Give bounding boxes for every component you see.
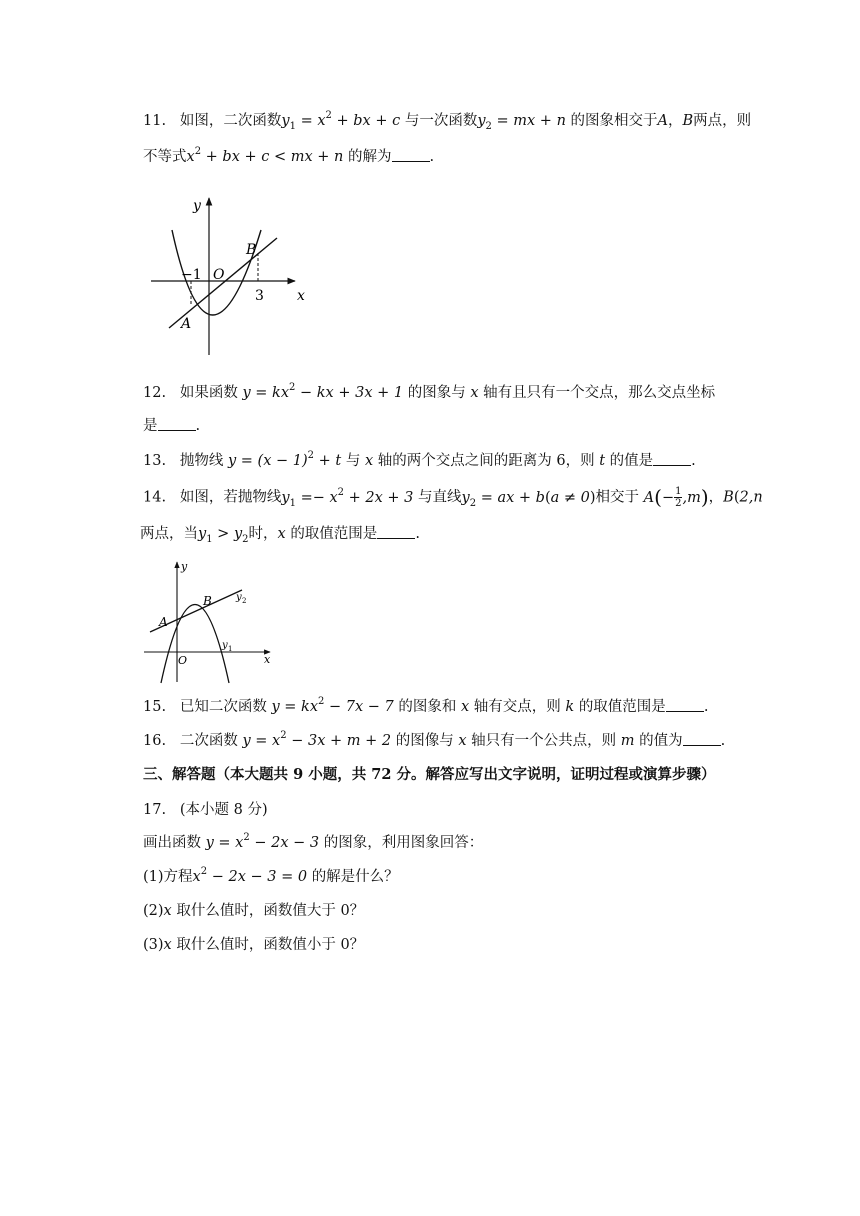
q14-condition: $y_1 > y_2$ (198, 526, 249, 545)
q17-part-3-var-x: x (163, 937, 172, 953)
q16-var-x: x (458, 733, 467, 749)
q15-text-5: . (703, 699, 709, 715)
q14-point-b: B(2,n (723, 489, 763, 506)
q16-number: 16. (143, 733, 167, 749)
section-3-title-pre: 三、解答题（本大题共 (143, 766, 294, 783)
q13-text-2: 与 (345, 453, 361, 469)
q13-text-1: 抛物线 (179, 453, 224, 469)
section-3-heading (143, 765, 716, 785)
q17-note: (本小题 8 分) (179, 802, 268, 818)
q11-line1: 11. 如图，二次函数$y_1 = x^2$ + bx + c 与一次函数$y_2$ = mx + n 的图象相交于A，B两点，则 (143, 110, 752, 132)
q11-figure (145, 190, 315, 360)
q17-part-3-text: 取什么值时，函数值小于 0？ (176, 937, 365, 953)
q12-formula: $y = kx^2$ − kx + 3x + 1 (242, 382, 404, 401)
q11-fig-origin: O (213, 267, 225, 283)
q11-text-6: 的解为 (348, 149, 392, 165)
q11-fig-neg1: −1 (181, 267, 202, 283)
q17-part-1 (143, 867, 399, 887)
q15-formula: $y = kx^2 - 7x - 7$ (271, 696, 394, 715)
q12-answer-blank[interactable] (158, 430, 196, 431)
q15-line (143, 697, 708, 717)
q16-text-3: 轴只有一个公共点，则 (471, 733, 617, 749)
q14-text-1: 如图，若抛物线 (179, 489, 282, 506)
q17-part-1-text-a: 方程 (163, 869, 193, 885)
q14-point-a: A(− $\frac{1}{2}$ ,m) (643, 484, 709, 509)
q16-answer-blank[interactable] (683, 745, 721, 746)
q17-formula: $y = x^2 - 2x - 3$ (205, 832, 320, 851)
q17-part-2-var-x: x (163, 903, 172, 919)
q13-formula: $y = (x - 1)^2 + t$ (228, 450, 342, 469)
q12-var-x: x (470, 385, 479, 401)
q14-fig-origin: O (178, 654, 188, 667)
q15-answer-blank[interactable] (666, 711, 704, 712)
q14-text-2: 与直线 (418, 489, 462, 506)
q17-part-3 (143, 935, 364, 955)
q17-part-2 (143, 901, 364, 921)
q11-answer-blank[interactable] (392, 161, 430, 162)
q17-part-2-label: (2) (143, 903, 164, 919)
q14-text-3: 相交于 (595, 489, 640, 506)
q12-text-1: 如果函数 (179, 385, 238, 401)
q13-distance: 6 (556, 453, 566, 469)
q17-header (143, 800, 268, 820)
section-3-title-post: 分。解答应写出文字说明，证明过程或演算步骤） (391, 766, 716, 783)
q11-formula-y2: $y_2$ = mx + n (477, 113, 566, 132)
svg-text:1: 1 (228, 645, 233, 653)
q12-text-3: 轴有且只有一个交点，那么交点坐标 (483, 385, 716, 401)
q16-var-m: m (620, 733, 635, 749)
q14-fig-a-label: A (159, 615, 168, 629)
q17-text-2: 的图象，利用图象回答： (323, 835, 484, 851)
q17-part-1-label: (1) (143, 869, 164, 885)
q12-number: 12. (143, 385, 167, 401)
q14-text-6: 时， (248, 526, 278, 542)
q15-var-x: x (461, 699, 470, 715)
q14-fig-y1-label (221, 640, 232, 653)
q11-text-5: 不等式 (143, 149, 187, 165)
q14-line1 (143, 486, 763, 509)
q11-text-7: . (429, 149, 435, 165)
q16-line (143, 731, 725, 751)
q11-fig-three: 3 (255, 288, 264, 304)
q14-text-4: ， (708, 489, 724, 506)
q14-fig-y2-label (235, 592, 246, 605)
q14-text-7: 的取值范围是 (290, 526, 378, 542)
q11-number: 11. (143, 113, 167, 129)
q11-text-2: 与一次函数 (404, 113, 478, 129)
q14-text-5: 两点，当 (140, 526, 198, 542)
svg-text:y: y (236, 592, 242, 603)
svg-text:2: 2 (242, 597, 247, 605)
q14-number: 14. (143, 489, 167, 506)
q17-prompt (143, 833, 483, 853)
q16-text-5: . (720, 733, 726, 749)
q13-text-6: 的值是 (609, 453, 654, 469)
q15-text-4: 的取值范围是 (578, 699, 666, 715)
q13-answer-blank[interactable] (653, 465, 691, 466)
q11-text-4: 两点，则 (693, 113, 752, 129)
q17-part-1-text-b: 的解是什么？ (311, 869, 399, 885)
q16-text-1: 二次函数 (179, 733, 238, 749)
q12-text-4: 是 (143, 418, 158, 434)
q15-var-k: k (565, 699, 575, 715)
q16-formula: $y = x^2 - 3x + m + 2$ (242, 730, 392, 749)
q13-line (143, 451, 696, 471)
q14-fraction: $\frac{1}{2}$ (675, 486, 682, 509)
q13-var-t: t (599, 453, 606, 469)
q11-inequality: $x^2$ + bx + c < mx + n (186, 146, 344, 165)
q17-part-1-equation: $x^2 - 2x - 3 = 0$ (192, 866, 308, 885)
q14-answer-blank[interactable] (377, 538, 415, 539)
q16-text-4: 的值为 (639, 733, 683, 749)
q11-text-3: 的图象相交于 (570, 113, 658, 129)
q13-text-7: . (691, 453, 696, 469)
svg-text:y: y (222, 640, 228, 651)
q15-number: 15. (143, 699, 167, 715)
q11-point-b: B (682, 113, 694, 129)
q15-text-3: 轴有交点，则 (473, 699, 561, 715)
q11-text-1: 如图，二次函数 (179, 113, 282, 129)
q14-fig-x-label: x (264, 653, 271, 666)
q14-fig-y-label: y (181, 560, 188, 573)
q13-text-5: ，则 (565, 453, 595, 469)
q11-fig-y-label: y (193, 198, 201, 214)
q11-line (169, 238, 277, 328)
q14-parabola (161, 605, 229, 684)
q12-line2 (143, 416, 200, 436)
q17-part-3-label: (3) (143, 937, 164, 953)
q11-line2 (143, 147, 434, 167)
q13-text-3: 轴的两个交点之间的距离为 (377, 453, 552, 469)
q17-number: 17. (143, 802, 167, 818)
q11-fig-x-label: x (297, 288, 305, 304)
q11-formula-y1: $y_1 = x^2$ + bx + c (281, 110, 401, 132)
q12-text-5: . (195, 418, 201, 434)
q14-figure (140, 558, 280, 686)
section-3-count: 9 (293, 766, 304, 783)
q11-point-a: A (657, 113, 669, 129)
q15-text-1: 已知二次函数 (179, 699, 267, 715)
q14-var-x: x (277, 526, 286, 542)
q11-fig-b-label: B (246, 242, 257, 258)
q13-number: 13. (143, 453, 167, 469)
q12-line1 (143, 383, 715, 403)
q15-text-2: 的图象和 (398, 699, 457, 715)
q12-text-2: 的图象与 (407, 385, 466, 401)
q17-part-2-text: 取什么值时，函数值大于 0？ (176, 903, 365, 919)
q14-formula-y2: $y_2$ = ax + b(a ≠ 0) (461, 489, 596, 509)
q17-text-1: 画出函数 (143, 835, 201, 851)
section-3-score: 72 (371, 766, 392, 783)
q14-fig-b-label: B (203, 594, 212, 608)
q14-formula-y1: $y_1 =- x^2 + 2x + 3$ (281, 486, 414, 509)
q14-line2 (140, 524, 420, 544)
q16-text-2: 的图像与 (395, 733, 454, 749)
section-3-title-mid: 小题，共 (303, 766, 372, 783)
q11-fig-a-label: A (181, 316, 192, 332)
q13-var-x: x (364, 453, 374, 469)
q14-text-8: . (415, 526, 420, 542)
